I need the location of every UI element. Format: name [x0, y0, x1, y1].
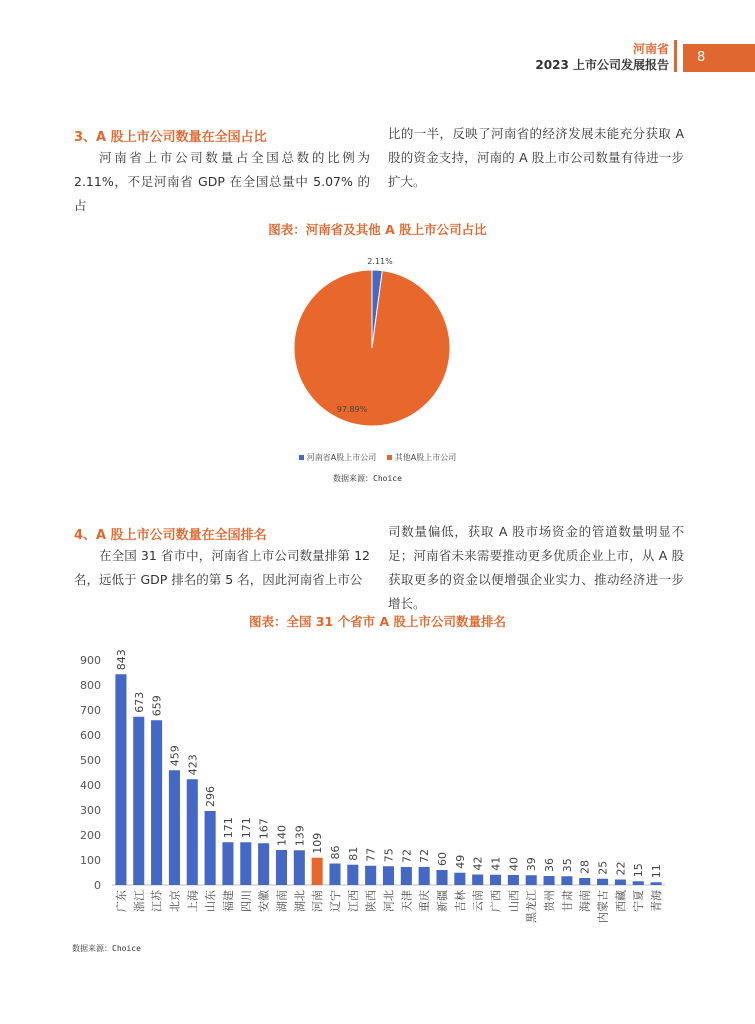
bar-吉林: [454, 873, 465, 885]
y-tick-label: 700: [80, 704, 101, 717]
bar-value-label: 22: [614, 861, 628, 876]
x-tick-label: 新疆: [436, 890, 450, 912]
bar-value-label: 42: [471, 856, 485, 871]
section4-para-right: [388, 520, 684, 616]
x-tick-label: 青海: [650, 890, 664, 912]
bar-江西: [347, 865, 358, 885]
bar-河北: [383, 866, 394, 885]
x-tick-label: 吉林: [453, 890, 467, 912]
bar-天津: [401, 867, 412, 885]
x-tick-label: 黑龙江: [525, 890, 539, 923]
x-tick-label: 宁夏: [632, 890, 646, 912]
bar-value-label: 296: [204, 786, 218, 807]
bar-山西: [508, 875, 519, 885]
bar-value-label: 673: [132, 691, 146, 713]
pie-slice-1: [294, 270, 450, 426]
x-tick-label: 辽宁: [328, 890, 342, 912]
bar-value-label: 72: [400, 849, 414, 863]
bar-value-label: 77: [364, 847, 378, 862]
x-tick-label: 浙江: [132, 890, 146, 912]
bar-value-label: 140: [275, 825, 289, 846]
bar-黑龙江: [526, 875, 537, 885]
bar-河南: [312, 858, 323, 885]
bar-青海: [651, 882, 662, 885]
bar-value-label: 72: [418, 849, 432, 863]
bar-value-label: 36: [543, 858, 557, 872]
x-tick-label: 天津: [400, 890, 414, 912]
y-tick-label: 300: [80, 804, 101, 817]
bar-安徽: [258, 843, 269, 885]
bar-value-label: 171: [221, 817, 235, 839]
bar-chart-title: 图表：全国 31 个省市 A 股上市公司数量排名: [249, 614, 506, 629]
x-tick-label: 云南: [471, 890, 485, 912]
section4-text-left: 在全国 31 省市中，河南省上市公司数量排第 12 名，远低于 GDP 排名的第 5 名，因此河南省上市公: [74, 548, 370, 587]
bar-value-label: 15: [632, 863, 646, 878]
bar-福建: [222, 842, 233, 885]
bar-云南: [472, 875, 483, 886]
bar-湖南: [276, 850, 287, 885]
bar-value-label: 60: [436, 852, 450, 866]
y-tick-label: 800: [80, 679, 101, 692]
y-tick-label: 900: [80, 654, 101, 667]
y-tick-label: 400: [80, 779, 101, 792]
bar-新疆: [436, 870, 447, 885]
bar-上海: [187, 779, 198, 885]
section3-para-right: [388, 122, 684, 194]
bar-湖北: [294, 850, 305, 885]
y-tick-label: 0: [94, 879, 101, 892]
bar-value-label: 659: [150, 695, 164, 717]
bar-value-label: 28: [578, 860, 592, 874]
x-tick-label: 内蒙古: [596, 890, 610, 923]
x-tick-label: 广东: [114, 890, 128, 912]
x-tick-label: 北京: [168, 890, 182, 912]
bar-value-label: 139: [293, 825, 307, 847]
bar-value-label: 843: [114, 649, 128, 671]
bar-江苏: [151, 720, 162, 885]
bar-甘肃: [561, 876, 572, 885]
x-tick-label: 四川: [239, 890, 253, 912]
bar-value-label: 49: [453, 854, 467, 869]
bar-宁夏: [633, 881, 644, 885]
x-tick-label: 广西: [489, 890, 503, 912]
legend-label-others: 其他A股上市公司: [394, 453, 457, 462]
section3-para-left: [74, 146, 370, 218]
y-tick-label: 500: [80, 754, 101, 767]
y-tick-label: 200: [80, 829, 101, 842]
section4-title: 4、A 股上市公司数量在全国排名: [74, 528, 267, 543]
section4-para-left: [74, 544, 370, 592]
x-tick-label: 湖北: [293, 890, 307, 912]
x-tick-label: 安徽: [257, 890, 271, 912]
x-tick-label: 海南: [578, 890, 592, 912]
bar-value-label: 11: [650, 864, 664, 879]
x-tick-label: 山东: [204, 890, 218, 912]
legend-item-henan: [299, 453, 376, 462]
x-tick-label: 江苏: [150, 890, 164, 912]
bar-广东: [115, 674, 126, 885]
x-tick-label: 陕西: [364, 890, 378, 912]
bar-北京: [169, 770, 180, 885]
header-divider: [674, 40, 677, 72]
x-tick-label: 重庆: [418, 890, 432, 912]
y-tick-label: 100: [80, 854, 101, 867]
bar-value-label: 167: [257, 818, 271, 840]
bar-value-label: 171: [239, 817, 253, 839]
header-report-title: 2023 上市公司发展报告: [535, 58, 669, 72]
header-province: 河南省: [632, 42, 669, 56]
bar-四川: [240, 842, 251, 885]
bar-贵州: [544, 876, 555, 885]
legend-swatch-others: [387, 455, 392, 460]
section3-text-left: 河南省上市公司数量占全国总数的比例为 2.11%，不足河南省 GDP 在全国总量中 5.07% 的占: [74, 150, 370, 213]
x-tick-label: 贵州: [543, 890, 557, 912]
x-tick-label: 山西: [507, 890, 521, 912]
bar-辽宁: [329, 864, 340, 886]
bar-source: 数据来源：Choice: [72, 944, 141, 953]
pie-source: 数据来源：Choice: [333, 474, 402, 483]
x-tick-label: 湖南: [275, 890, 289, 912]
pie-chart-title: 图表：河南省及其他 A 股上市公司占比: [268, 222, 487, 237]
section3-title: 3、A 股上市公司数量在全国占比: [74, 130, 267, 145]
x-tick-label: 上海: [186, 890, 200, 912]
bar-value-label: 75: [382, 848, 396, 863]
y-tick-label: 600: [80, 729, 101, 742]
legend-label-henan: 河南省A股上市公司: [306, 453, 377, 462]
bar-value-label: 40: [507, 857, 521, 871]
bar-海南: [579, 878, 590, 885]
section3-text-right: 比的一半，反映了河南省的经济发展未能充分获取 A 股的资金支持，河南的 A 股上市公司数量有待进一步扩大。: [388, 126, 684, 189]
bar-value-label: 459: [168, 745, 182, 767]
bar-value-label: 41: [489, 856, 503, 871]
x-tick-label: 河南: [311, 890, 325, 912]
pie-legend: [0, 452, 755, 463]
bar-value-label: 35: [560, 858, 574, 873]
legend-item-others: [387, 453, 456, 462]
page-header: [0, 40, 755, 72]
bar-内蒙古: [597, 879, 608, 885]
page-number: 8: [683, 44, 755, 72]
x-tick-label: 福建: [221, 890, 235, 912]
bar-广西: [490, 875, 501, 885]
bar-value-label: 109: [311, 832, 325, 854]
x-tick-label: 甘肃: [560, 890, 574, 912]
bar-value-label: 423: [186, 754, 200, 776]
pie-label-henan: 2.11%: [367, 257, 393, 266]
legend-swatch-henan: [299, 455, 304, 460]
bar-浙江: [133, 717, 144, 885]
bar-重庆: [419, 867, 430, 885]
pie-chart: [0, 250, 755, 440]
x-tick-label: 河北: [382, 890, 396, 912]
section4-text-right: 司数量偏低，获取 A 股市场资金的管道数量明显不足；河南省未来需要推动更多优质企业上市，从 A 股获取更多的资金以便增强企业实力、推动经济进一步增长。: [388, 524, 684, 611]
bar-value-label: 25: [596, 860, 610, 875]
bar-value-label: 81: [346, 846, 360, 861]
bar-value-label: 39: [525, 857, 539, 872]
pie-label-others: 97.89%: [336, 405, 368, 414]
bar-陕西: [365, 866, 376, 885]
x-tick-label: 西藏: [614, 890, 628, 912]
bar-山东: [205, 811, 216, 885]
bar-value-label: 86: [328, 845, 342, 860]
x-tick-label: 江西: [346, 890, 360, 912]
bar-chart: [0, 640, 755, 940]
bar-西藏: [615, 880, 626, 886]
